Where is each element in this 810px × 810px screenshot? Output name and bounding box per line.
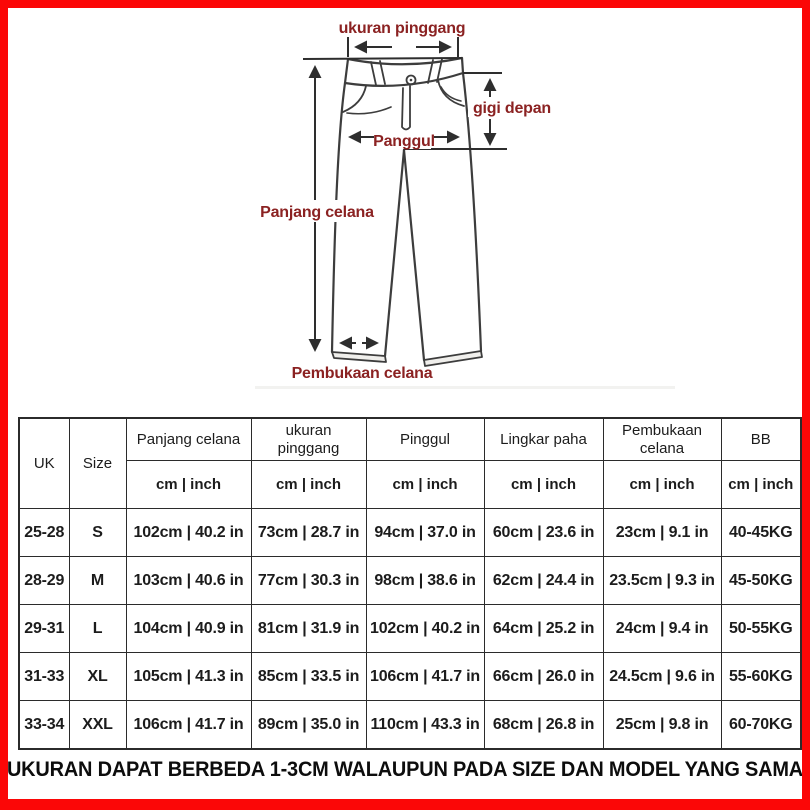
- cell: 60cm | 23.6 in: [484, 509, 603, 557]
- waist-top-reference-line: [303, 58, 462, 59]
- cell: 102cm | 40.2 in: [366, 605, 484, 653]
- cell: 104cm | 40.9 in: [126, 605, 251, 653]
- cell: 62cm | 24.4 in: [484, 557, 603, 605]
- table-row-s: [19, 509, 801, 557]
- table-row-xl: [19, 653, 801, 701]
- cell: 31-33: [19, 653, 69, 701]
- cell: XXL: [69, 701, 126, 750]
- cell: 98cm | 38.6 in: [366, 557, 484, 605]
- col-header-panjang-celana: Panjang celana: [126, 418, 251, 461]
- hem-right: [424, 351, 482, 366]
- front-rise-label: gigi depan: [472, 100, 552, 117]
- cell: 28-29: [19, 557, 69, 605]
- unit-header: cm | inch: [366, 461, 484, 509]
- cell: 60-70KG: [721, 701, 801, 750]
- waist-button-dot: [410, 79, 413, 82]
- col-header-lingkar-paha: Lingkar paha: [484, 418, 603, 461]
- cell: 33-34: [19, 701, 69, 750]
- cell: 110cm | 43.3 in: [366, 701, 484, 750]
- cell: 50-55KG: [721, 605, 801, 653]
- col-header-bb: BB: [721, 418, 801, 461]
- fly-seam: [402, 86, 410, 130]
- cell: 102cm | 40.2 in: [126, 509, 251, 557]
- table-row-m: [19, 557, 801, 605]
- cell: 45-50KG: [721, 557, 801, 605]
- cell: 81cm | 31.9 in: [251, 605, 366, 653]
- inner-seam-left: [385, 150, 404, 356]
- cell: 24.5cm | 9.6 in: [603, 653, 721, 701]
- cell: 103cm | 40.6 in: [126, 557, 251, 605]
- cell: 68cm | 26.8 in: [484, 701, 603, 750]
- cell: 25-28: [19, 509, 69, 557]
- size-disclaimer-note: UKURAN DAPAT BERBEDA 1-3CM WALAUPUN PADA SIZE DAN MODEL YANG SAMA: [6, 758, 804, 781]
- hip-label: Panggul: [373, 133, 435, 150]
- waistband-bottom-line: [345, 73, 463, 86]
- cell: 85cm | 33.5 in: [251, 653, 366, 701]
- col-header-pinggul: Pinggul: [366, 418, 484, 461]
- cell: 106cm | 41.7 in: [366, 653, 484, 701]
- cell: 105cm | 41.3 in: [126, 653, 251, 701]
- cell: 55-60KG: [721, 653, 801, 701]
- cell: 40-45KG: [721, 509, 801, 557]
- unit-header: cm | inch: [126, 461, 251, 509]
- pocket-right-curve: [438, 80, 464, 106]
- cell: XL: [69, 653, 126, 701]
- waistband-right-edge: [462, 58, 463, 73]
- pants-length-label: Panjang celana: [260, 204, 374, 221]
- cell: 23cm | 9.1 in: [603, 509, 721, 557]
- col-header-uk: UK: [19, 418, 69, 509]
- cell: 24cm | 9.4 in: [603, 605, 721, 653]
- size-table: [18, 417, 802, 750]
- header-row-units: [19, 461, 801, 509]
- waistband-left-edge: [345, 59, 348, 83]
- leg-opening-label: Pembukaan celana: [291, 365, 433, 382]
- cell: 77cm | 30.3 in: [251, 557, 366, 605]
- cell: L: [69, 605, 126, 653]
- cell: 25cm | 9.8 in: [603, 701, 721, 750]
- inner-seam-right: [404, 150, 424, 360]
- col-header-ukuran-pinggang: ukuran pinggang: [251, 418, 366, 461]
- pocket-left-inner: [347, 107, 391, 114]
- cell: 89cm | 35.0 in: [251, 701, 366, 750]
- cell: 73cm | 28.7 in: [251, 509, 366, 557]
- unit-header: cm | inch: [721, 461, 801, 509]
- cell: M: [69, 557, 126, 605]
- photo-edge-artifact: [255, 386, 675, 389]
- table-row-l: [19, 605, 801, 653]
- unit-header: cm | inch: [251, 461, 366, 509]
- col-header-size: Size: [69, 418, 126, 509]
- cell: 94cm | 37.0 in: [366, 509, 484, 557]
- header-row-labels: [19, 418, 801, 461]
- hem-left: [332, 352, 386, 362]
- footer: [6, 741, 804, 799]
- cell: 66cm | 26.0 in: [484, 653, 603, 701]
- cell: 29-31: [19, 605, 69, 653]
- unit-header: cm | inch: [484, 461, 603, 509]
- cell: 64cm | 25.2 in: [484, 605, 603, 653]
- cell: S: [69, 509, 126, 557]
- pocket-left-curve: [343, 86, 366, 112]
- cell: 23.5cm | 9.3 in: [603, 557, 721, 605]
- col-header-pembukaan-celana: Pembukaan celana: [603, 418, 721, 461]
- waist-size-label: ukuran pinggang: [338, 20, 466, 37]
- unit-header: cm | inch: [603, 461, 721, 509]
- cell: 106cm | 41.7 in: [126, 701, 251, 750]
